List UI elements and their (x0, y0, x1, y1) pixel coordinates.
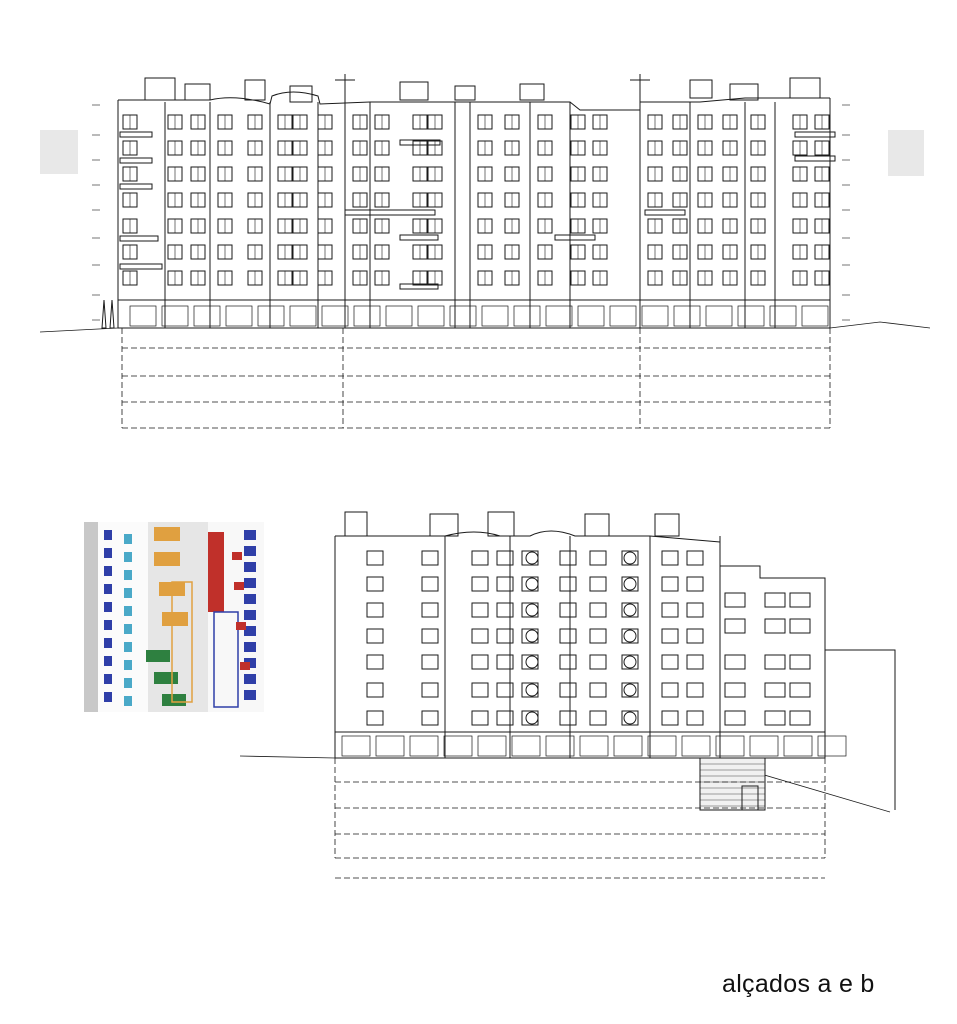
render-window (104, 530, 112, 540)
render-window (104, 566, 112, 576)
shopfront (546, 306, 572, 326)
shopfront (162, 306, 188, 326)
window (422, 655, 438, 669)
balcony-rail (645, 210, 685, 215)
window (725, 683, 745, 697)
window (367, 683, 383, 697)
side-note-block (40, 130, 78, 174)
render-balcony (154, 552, 180, 566)
shopfront (342, 736, 370, 756)
round-window (526, 552, 538, 564)
roofline (118, 92, 830, 110)
masonry-wall (700, 758, 765, 810)
window (497, 655, 513, 669)
rooftop-structure (245, 80, 265, 100)
render-window (104, 602, 112, 612)
rooftop-structure (185, 84, 210, 100)
rooftop-structure (655, 514, 679, 536)
balcony-rail (120, 158, 152, 163)
rooftop-structure (345, 512, 367, 536)
window (687, 577, 703, 591)
window (662, 603, 678, 617)
shopfront (258, 306, 284, 326)
window (560, 577, 576, 591)
window (422, 711, 438, 725)
rooftop-structure (488, 512, 514, 536)
render-panel (208, 532, 224, 612)
balcony-rail (400, 235, 438, 240)
lower-wing-outline (720, 566, 825, 758)
render-window (124, 624, 132, 634)
render-window (124, 696, 132, 706)
render-balcony (154, 672, 178, 684)
window (590, 577, 606, 591)
window (472, 655, 488, 669)
ground-line (240, 756, 890, 812)
render-window (124, 660, 132, 670)
window (590, 711, 606, 725)
window (472, 711, 488, 725)
balcony-rail (795, 132, 835, 137)
window (590, 629, 606, 643)
window (662, 711, 678, 725)
render-window (244, 578, 256, 588)
shopfront (578, 306, 604, 326)
render-window (104, 620, 112, 630)
round-window (624, 656, 636, 668)
window (560, 551, 576, 565)
shopfront (322, 306, 348, 326)
render-balcony (146, 650, 170, 662)
facade-render-image (84, 522, 264, 712)
window (560, 711, 576, 725)
render-window (124, 570, 132, 580)
window (662, 577, 678, 591)
shopfront (354, 306, 380, 326)
window (765, 593, 785, 607)
round-window (526, 684, 538, 696)
rooftop-structure (400, 82, 428, 100)
rooftop-structure (690, 80, 712, 98)
render-window (244, 562, 256, 572)
balcony-rail (345, 210, 435, 215)
shopfront (482, 306, 508, 326)
window (472, 629, 488, 643)
shopfront (290, 306, 316, 326)
window (472, 683, 488, 697)
window (560, 655, 576, 669)
shopfront (770, 306, 796, 326)
window (367, 577, 383, 591)
window (725, 711, 745, 725)
elevation-a-drawing (0, 60, 957, 440)
shopfront (450, 306, 476, 326)
window (687, 629, 703, 643)
drawing-caption: alçados a e b (722, 970, 875, 998)
render-window (244, 594, 256, 604)
window (560, 603, 576, 617)
window (790, 593, 810, 607)
window (590, 683, 606, 697)
window (497, 603, 513, 617)
shopfront (478, 736, 506, 756)
building-outline (118, 98, 830, 328)
window (765, 683, 785, 697)
window (367, 629, 383, 643)
shopfront (750, 736, 778, 756)
round-window (624, 712, 636, 724)
window (472, 603, 488, 617)
window (367, 551, 383, 565)
shopfront (418, 306, 444, 326)
window (422, 551, 438, 565)
side-note-block (888, 130, 924, 176)
round-window (624, 552, 636, 564)
elevation-b-drawing (230, 500, 930, 890)
shopfront (674, 306, 700, 326)
window (367, 655, 383, 669)
shopfront (376, 736, 404, 756)
render-window (124, 678, 132, 688)
render-window (104, 548, 112, 558)
window (725, 619, 745, 633)
window (790, 711, 810, 725)
window (687, 603, 703, 617)
annex-outline (825, 650, 895, 810)
shopfront (818, 736, 846, 756)
rooftop-structure (520, 84, 544, 100)
shopfront (802, 306, 828, 326)
balcony-rail (120, 236, 158, 241)
shopfront (706, 306, 732, 326)
render-window (104, 584, 112, 594)
render-window (244, 642, 256, 652)
render-balcony (232, 552, 242, 560)
render-window (104, 638, 112, 648)
rooftop-structure (790, 78, 820, 98)
window (662, 655, 678, 669)
round-window (526, 656, 538, 668)
ground-line (40, 322, 930, 332)
shopfront (614, 736, 642, 756)
tree-symbol (102, 300, 114, 328)
render-window (124, 606, 132, 616)
render-window (244, 530, 256, 540)
render-window (104, 656, 112, 666)
window (725, 655, 745, 669)
window (497, 711, 513, 725)
render-window (124, 552, 132, 562)
round-window (624, 630, 636, 642)
shopfront (386, 306, 412, 326)
shopfront (410, 736, 438, 756)
window (422, 577, 438, 591)
round-window (624, 684, 636, 696)
balcony-rail (120, 184, 152, 189)
render-balcony (154, 527, 180, 541)
shopfront (512, 736, 540, 756)
render-window (244, 546, 256, 556)
round-window (526, 630, 538, 642)
render-window (244, 690, 256, 700)
render-window (244, 674, 256, 684)
rooftop-structure (145, 78, 175, 100)
shopfront (738, 306, 764, 326)
shopfront (444, 736, 472, 756)
render-balcony (236, 622, 246, 630)
shopfront (194, 306, 220, 326)
window (662, 683, 678, 697)
window (590, 551, 606, 565)
rooftop-structure (430, 514, 458, 536)
window (497, 577, 513, 591)
window (472, 577, 488, 591)
window (687, 683, 703, 697)
render-balcony (240, 662, 250, 670)
window (725, 593, 745, 607)
window (560, 629, 576, 643)
render-window (124, 534, 132, 544)
window (367, 711, 383, 725)
shopfront (130, 306, 156, 326)
window (590, 603, 606, 617)
balcony-rail (795, 156, 835, 161)
shopfront (648, 736, 676, 756)
window (472, 551, 488, 565)
window (662, 629, 678, 643)
window (687, 711, 703, 725)
window (422, 603, 438, 617)
window (790, 683, 810, 697)
round-window (526, 578, 538, 590)
window (765, 619, 785, 633)
shopfront (226, 306, 252, 326)
render-window (124, 588, 132, 598)
shopfront (784, 736, 812, 756)
render-window (104, 692, 112, 702)
render-window (104, 674, 112, 684)
window (497, 683, 513, 697)
window (765, 655, 785, 669)
render-balcony (162, 694, 186, 706)
balcony-rail (120, 132, 152, 137)
rooftop-structure (455, 86, 475, 100)
balcony-rail (120, 264, 162, 269)
round-window (624, 604, 636, 616)
window (790, 619, 810, 633)
shopfront (514, 306, 540, 326)
shopfront (682, 736, 710, 756)
window (765, 711, 785, 725)
balcony-rail (555, 235, 595, 240)
window (422, 629, 438, 643)
window (662, 551, 678, 565)
window (497, 629, 513, 643)
round-window (624, 578, 636, 590)
round-window (526, 712, 538, 724)
render-balcony (234, 582, 244, 590)
shopfront (580, 736, 608, 756)
window (367, 603, 383, 617)
shopfront (610, 306, 636, 326)
window (687, 655, 703, 669)
window (790, 655, 810, 669)
window (560, 683, 576, 697)
shopfront (642, 306, 668, 326)
window (687, 551, 703, 565)
render-window (244, 610, 256, 620)
window (590, 655, 606, 669)
round-window (526, 604, 538, 616)
render-balcony (162, 612, 188, 626)
window (497, 551, 513, 565)
window (422, 683, 438, 697)
render-window (124, 642, 132, 652)
rooftop-structure (585, 514, 609, 536)
